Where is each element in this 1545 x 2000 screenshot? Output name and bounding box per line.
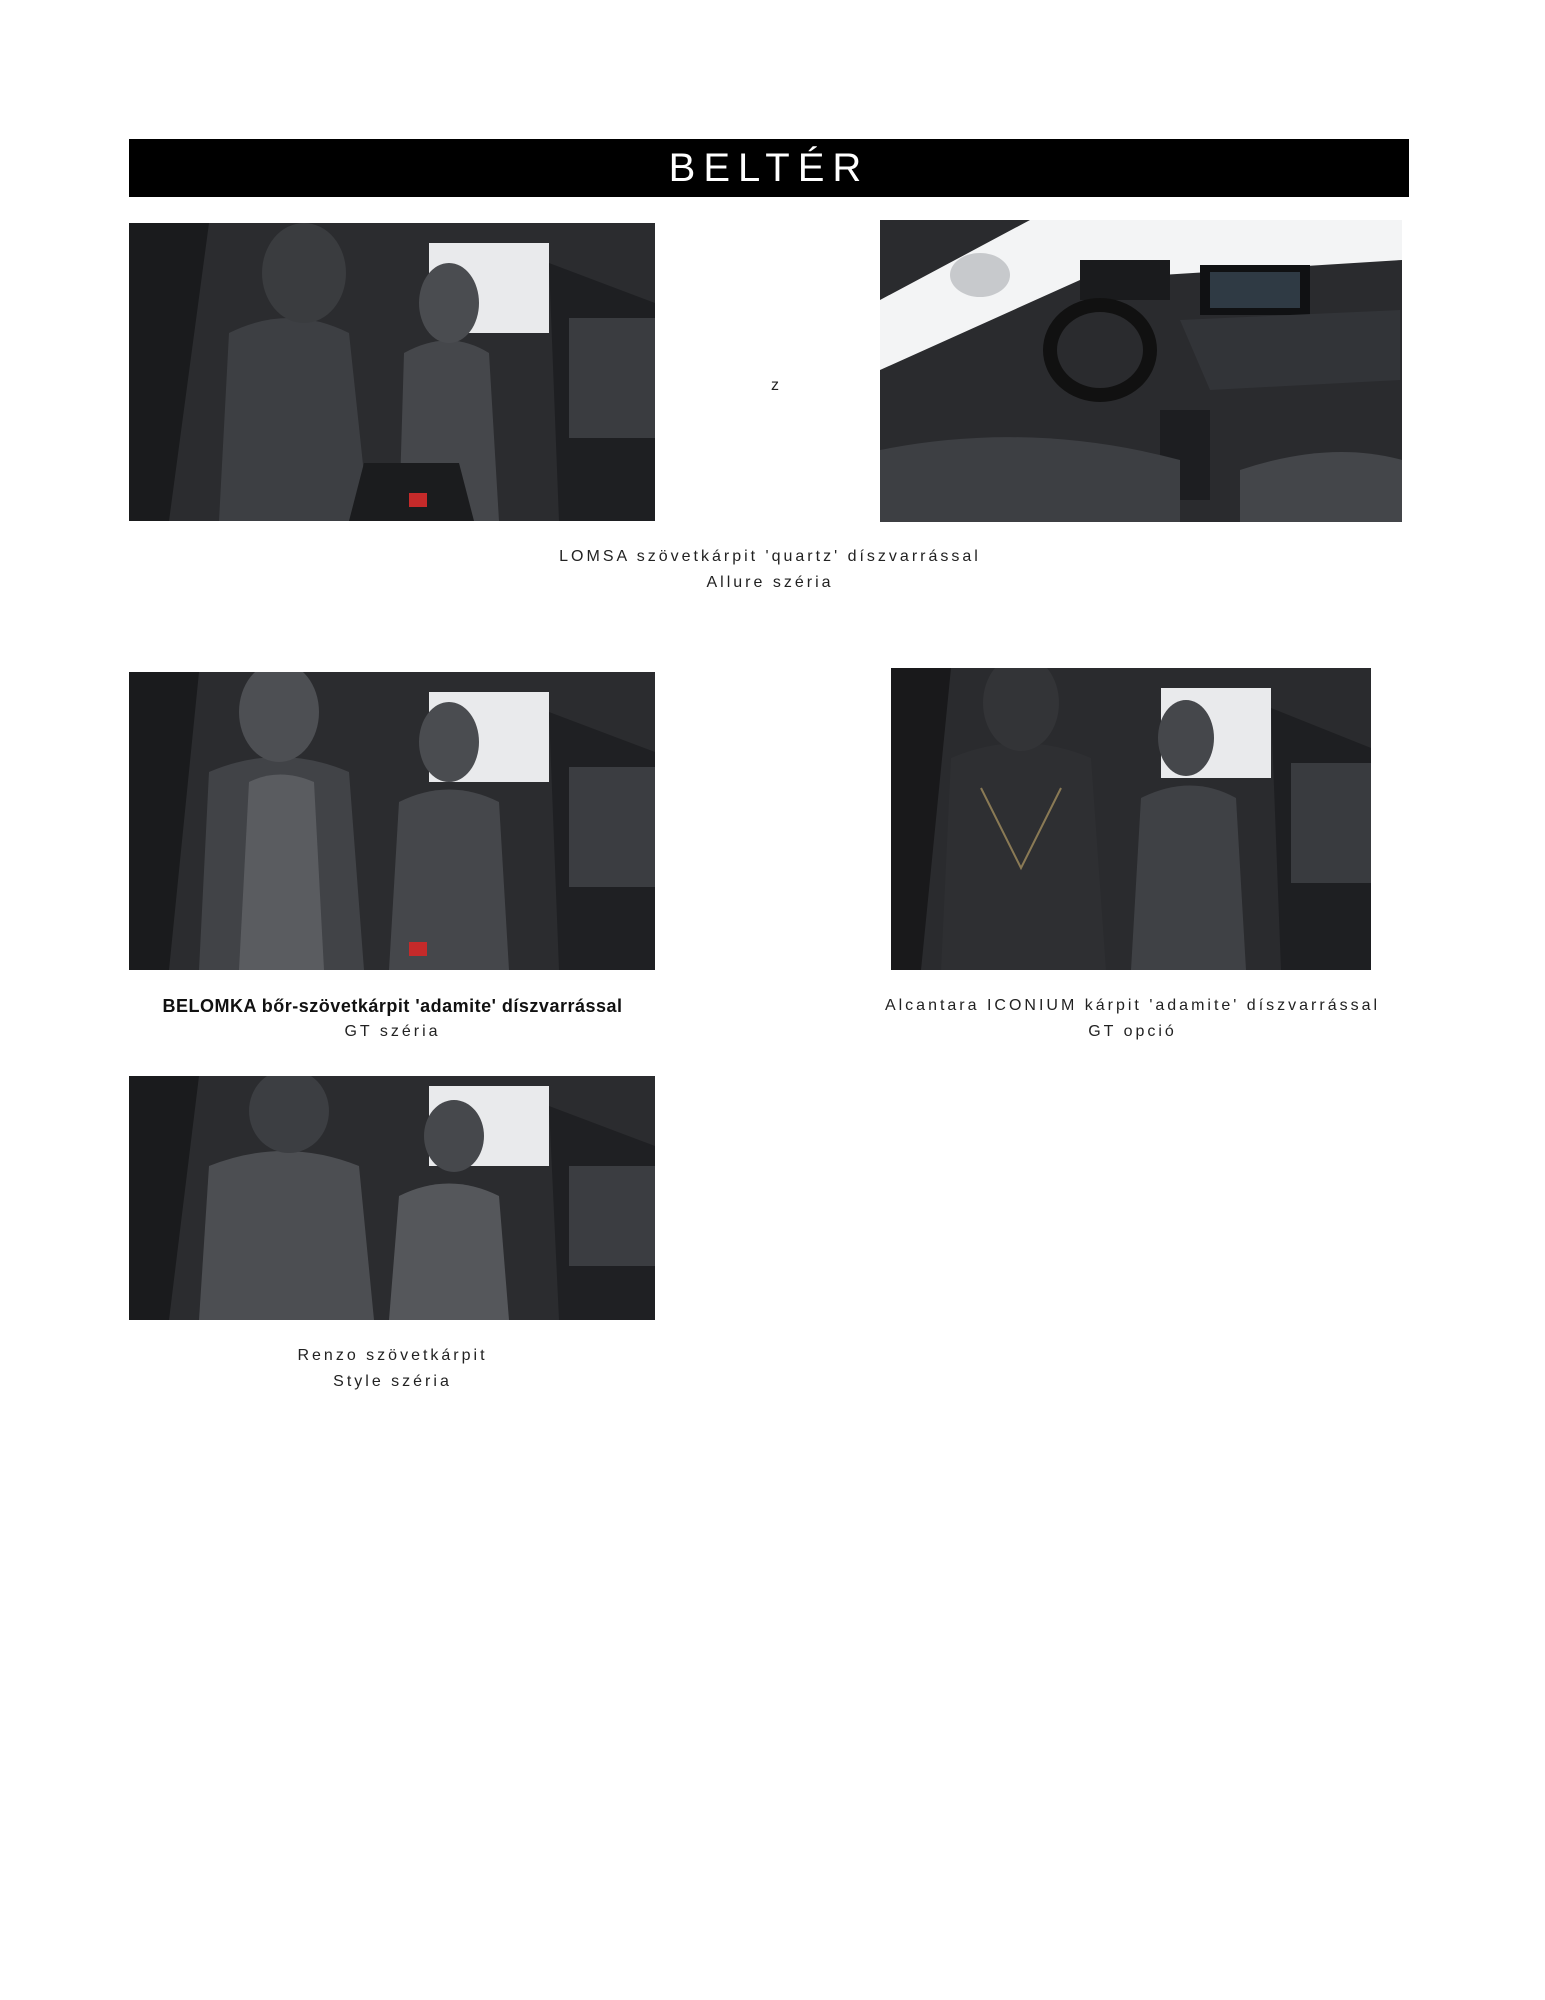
renzo-caption xyxy=(220,1343,565,1395)
belomka-caption xyxy=(100,993,685,1045)
lomsa-series: Allure széria xyxy=(706,574,834,591)
renzo-title: Renzo szövetkárpit xyxy=(297,1347,488,1364)
iconium-caption xyxy=(860,993,1405,1045)
lomsa-seat-photo xyxy=(129,223,655,521)
belomka-title: BELOMKA bőr-szövetkárpit 'adamite' díszvarrással xyxy=(162,996,623,1016)
renzo-seat-photo xyxy=(129,1076,655,1320)
belomka-series: GT széria xyxy=(344,1023,441,1040)
iconium-title: Alcantara ICONIUM kárpit 'adamite' díszvarrással xyxy=(884,997,1381,1014)
section-banner xyxy=(129,139,1409,197)
dashboard-photo xyxy=(880,220,1402,522)
section-title: BELTÉR xyxy=(668,145,870,190)
lomsa-title: LOMSA szövetkárpit 'quartz' díszvarrással xyxy=(559,548,981,565)
iconium-seat-photo xyxy=(891,668,1371,970)
renzo-series: Style széria xyxy=(333,1373,452,1390)
iconium-series: GT opció xyxy=(1088,1023,1177,1040)
belomka-seat-photo xyxy=(129,672,655,970)
stray-character: z xyxy=(771,377,779,394)
lomsa-caption xyxy=(430,544,1110,596)
